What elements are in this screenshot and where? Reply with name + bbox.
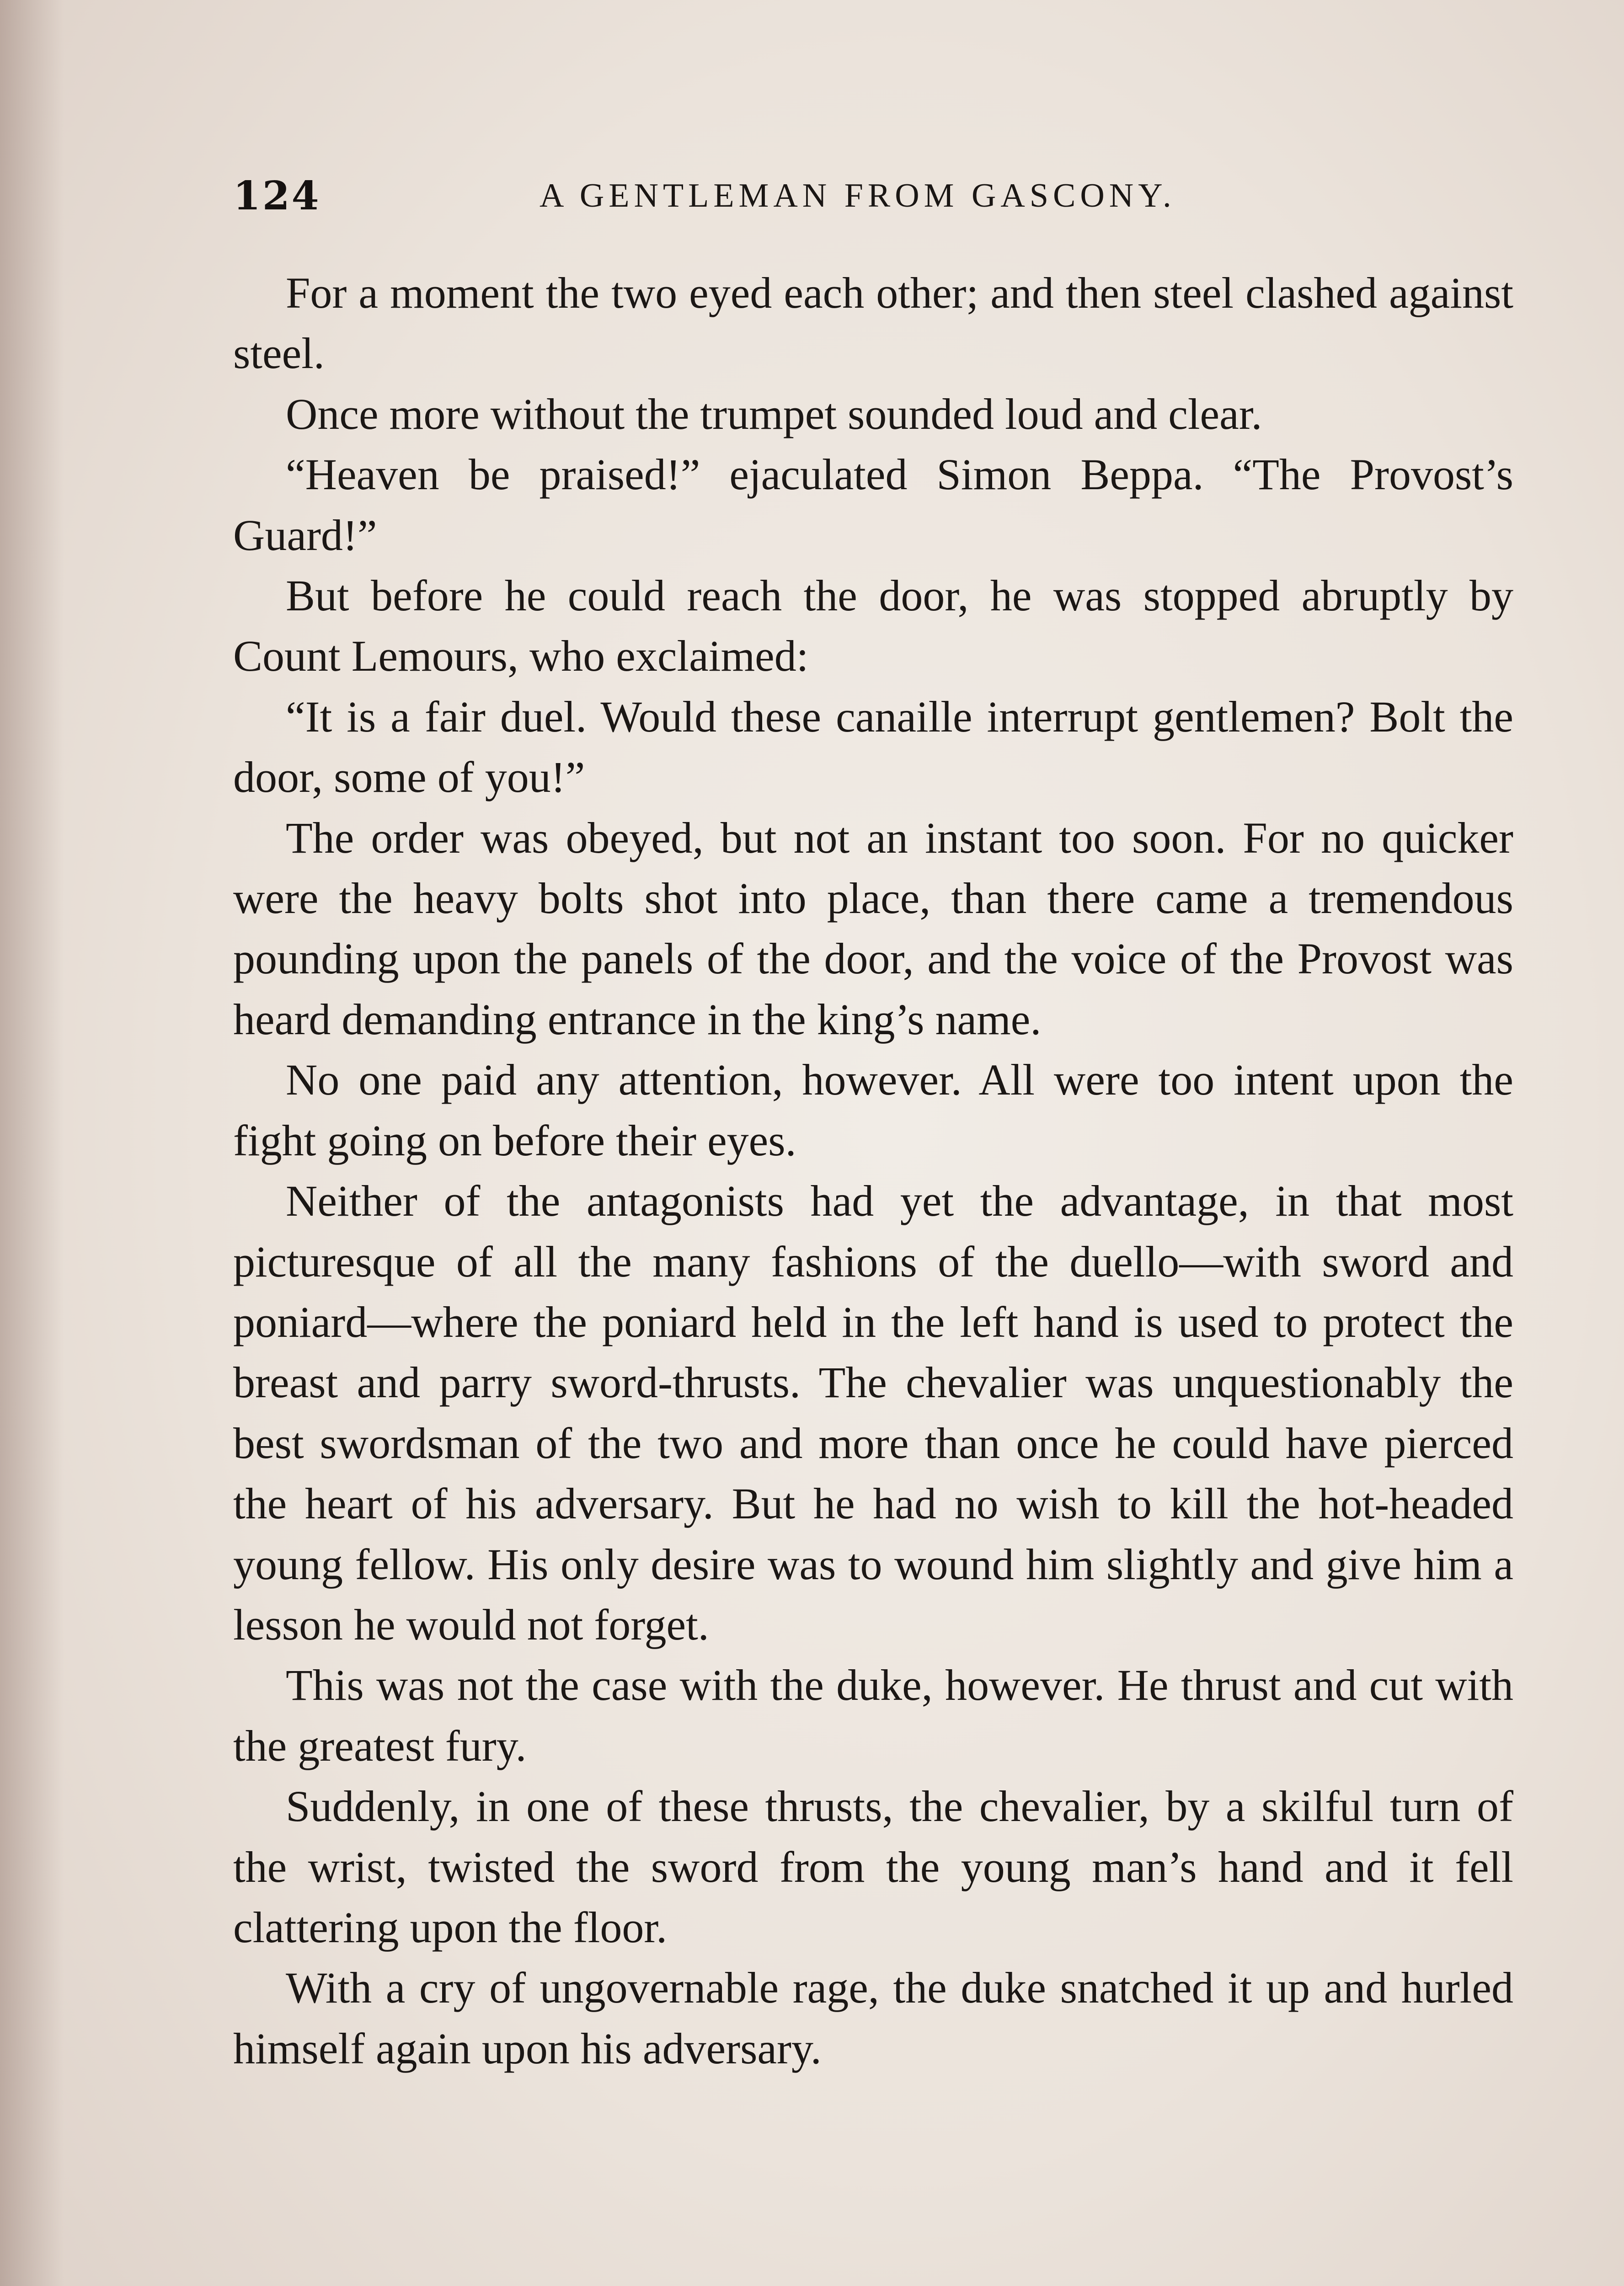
paragraph: Once more without the trumpet sounded loud and clear. <box>286 389 1262 438</box>
paragraph: This was not the case with the duke, however. He thrust and cut with the greatest fury. <box>233 1661 1513 1770</box>
page-gutter-shadow <box>0 0 64 2286</box>
paragraph: “It is a fair duel. Would these canaille interrupt gentlemen? Bolt the door, some of you!” <box>233 692 1513 802</box>
paragraph: No one paid any attention, however. All were too intent upon the fight going on before their eyes. <box>233 1055 1513 1165</box>
paragraph: But before he could reach the door, he was stopped abruptly by Count Lemours, who exclaimed: <box>233 571 1513 681</box>
body-text <box>233 263 1513 2079</box>
paragraph: With a cry of ungovernable rage, the duke snatched it up and hurled himself again upon his adversary. <box>233 1963 1513 2073</box>
paragraph: The order was obeyed, but not an instant too soon. For no quicker were the heavy bolts shot into place, than there came a tremendous pounding upon the panels of the door, and the voice of the Provost was heard demanding entrance in the king’s name. <box>233 813 1513 1044</box>
page-number: 124 <box>233 173 321 219</box>
book-title: A GENTLEMAN FROM GASCONY. <box>540 177 1176 214</box>
paragraph: Neither of the antagonists had yet the advantage, in that most picturesque of all the many fashions of the duello—with sword and poniard—where the poniard held in the left hand is used to protect the breast and parry sword-thrusts. The chevalier was unquestionably the best swordsman of the two and more than once he could have pierced the heart of his adversary. But he had no wish to kill the hot-headed young fellow. His only desire was to wound him slightly and give him a lesson he would not forget. <box>233 1176 1513 1649</box>
paragraph: Suddenly, in one of these thrusts, the chevalier, by a skilful turn of the wrist, twisted the sword from the young man’s hand and it fell clattering upon the floor. <box>233 1782 1513 1952</box>
paragraph: For a moment the two eyed each other; and then steel clashed against steel. <box>233 268 1513 378</box>
paragraph: “Heaven be praised!” ejaculated Simon Beppa. “The Provost’s Guard!” <box>233 450 1513 560</box>
running-head <box>233 173 1216 223</box>
